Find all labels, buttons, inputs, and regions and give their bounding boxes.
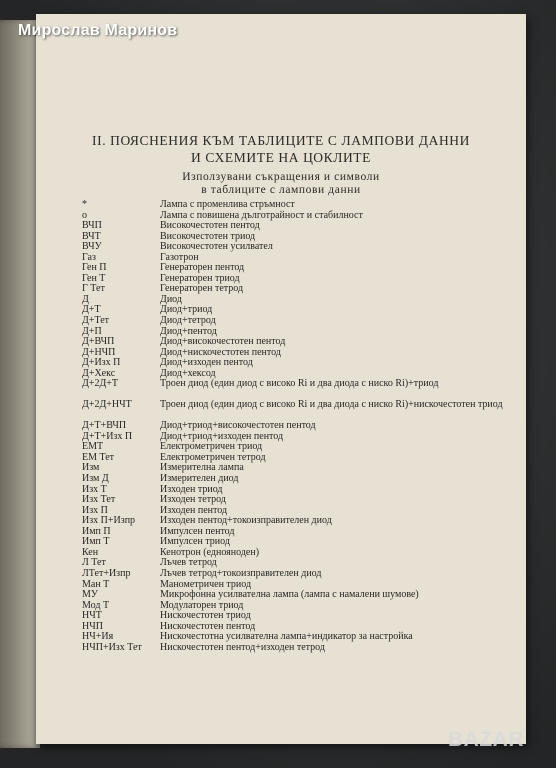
list-item <box>82 485 512 496</box>
abbreviation: Д+Т <box>82 304 101 316</box>
section-title-line-1: II. ПОЯСНЕНИЯ КЪМ ТАБЛИЦИТЕ С ЛАМПОВИ ДАННИ <box>92 133 470 148</box>
list-item <box>82 590 512 601</box>
list-item <box>82 421 512 432</box>
abbreviation-meaning: Манометричен триод <box>160 578 252 590</box>
list-item <box>82 537 512 548</box>
list-item <box>82 601 512 612</box>
abbreviation-meaning: Измерителен диод <box>160 473 239 485</box>
list-item <box>82 400 512 421</box>
abbreviation-meaning: Изходен тетрод <box>160 494 226 506</box>
abbreviation: о <box>82 209 87 221</box>
abbreviation: Газ <box>82 251 96 263</box>
abbreviation-meaning: Газотрон <box>160 251 199 263</box>
abbreviation-meaning: Нискочестотна усилвателна лампа+индикатор за настройка <box>160 631 413 643</box>
abbreviation-meaning: Импулсен пентод <box>160 525 235 537</box>
abbreviation-meaning: Диод+изходен пентод <box>160 357 253 369</box>
seller-watermark: Мирослав Маринов <box>18 22 178 39</box>
abbreviation: НЧ+Ия <box>82 631 114 643</box>
abbreviation: Д+Изх П <box>82 357 121 369</box>
abbreviation: Д+НЧП <box>82 346 116 358</box>
abbreviation: ВЧТ <box>82 230 101 242</box>
abbreviation: ЕМ Тет <box>82 451 115 463</box>
abbreviation: ЕМТ <box>82 441 104 453</box>
abbreviation-meaning: Троен диод (един диод с високо Ri и два диода с ниско Ri)+триод <box>160 378 439 390</box>
abbreviation: НЧТ <box>82 610 102 622</box>
list-item <box>82 495 512 506</box>
abbreviation-meaning: Електрометричен триод <box>160 441 263 453</box>
abbreviation: Изх П+Изпр <box>82 515 136 527</box>
list-item <box>82 453 512 464</box>
abbreviation: Д+Тет <box>82 315 109 327</box>
abbreviation-meaning: Измерителна лампа <box>160 462 244 474</box>
abbreviation-meaning: Троен диод (един диод с високо Ri и два диода с ниско Ri)+нискочестотен триод <box>160 399 503 411</box>
abbreviation: Кен <box>82 546 99 558</box>
abbreviation-meaning: Генераторен тетрод <box>160 283 244 295</box>
abbreviation-meaning: Диод+триод+изходен пентод <box>160 430 284 442</box>
abbreviation-meaning: Електрометричен тетрод <box>160 451 266 463</box>
abbreviation-meaning: Високочестотен усилвател <box>160 241 273 253</box>
list-item <box>82 295 512 306</box>
list-item <box>82 643 512 654</box>
list-item <box>82 200 512 211</box>
abbreviation: Д+Т+Изх П <box>82 430 133 442</box>
list-item <box>82 474 512 485</box>
abbreviation: ВЧП <box>82 220 102 232</box>
abbreviation-meaning: Изходен пентод+токоизправителен диод <box>160 515 332 527</box>
list-item <box>82 442 512 453</box>
abbreviation-meaning: Диод+тетрод <box>160 315 216 327</box>
abbreviation: ВЧУ <box>82 241 102 253</box>
abbreviation-meaning: Импулсен триод <box>160 536 230 548</box>
abbreviation: Изм <box>82 462 100 474</box>
abbreviation-meaning: Лампа с повишена дълготрайност и стабилност <box>160 209 363 221</box>
abbreviation-meaning: Модулаторен триод <box>160 599 244 611</box>
abbreviation: Ген П <box>82 262 107 274</box>
abbreviation: * <box>82 199 87 210</box>
list-item <box>82 516 512 527</box>
abbreviation-meaning: Диод <box>160 293 182 305</box>
abbreviation-meaning: Нискочестотен триод <box>160 610 251 622</box>
list-item <box>82 305 512 316</box>
section-title-line-2: И СХЕМИТЕ НА ЦОКЛИТЕ <box>191 150 371 165</box>
abbreviation: Ген Т <box>82 272 106 284</box>
abbreviation: МУ <box>82 589 98 601</box>
abbreviation-meaning: Лампа с променлива стръмност <box>160 199 295 210</box>
list-item <box>82 327 512 338</box>
abbreviation-meaning: Генераторен триод <box>160 272 240 284</box>
list-item <box>82 611 512 622</box>
list-item <box>82 284 512 295</box>
abbreviation: НЧП+Изх Тет <box>82 641 142 653</box>
abbreviation-meaning: Лъчев тетрод <box>160 557 217 569</box>
abbreviation: Изх Т <box>82 483 107 495</box>
abbreviation-meaning: Диод+пентод <box>160 325 217 337</box>
abbreviation: Изх П <box>82 504 108 516</box>
list-item <box>82 232 512 243</box>
list-item <box>82 221 512 232</box>
abbreviation-meaning: Високочестотен пентод <box>160 220 260 232</box>
abbreviation: Д+ВЧП <box>82 336 115 348</box>
abbreviation-meaning: Нискочестотен пентод <box>160 620 256 632</box>
list-item <box>82 379 512 400</box>
abbreviation-meaning: Диод+нискочестотен пентод <box>160 346 281 358</box>
abbreviation: Изх Тет <box>82 494 116 506</box>
list-item <box>82 337 512 348</box>
abbreviation-meaning: Високочестотен триод <box>160 230 256 242</box>
abbreviation: Изм Д <box>82 473 109 485</box>
list-item <box>82 548 512 559</box>
abbreviation: Ман Т <box>82 578 110 590</box>
list-item <box>82 253 512 264</box>
abbreviation-meaning: Микрофонна усилвателна лампа (лампа с намалени шумове) <box>160 589 419 601</box>
abbreviation: Д+2Д+НЧТ <box>82 399 132 411</box>
abbreviation: Имп Т <box>82 536 110 548</box>
abbreviation-meaning: Кенотрон (еднояноден) <box>160 546 260 558</box>
abbreviation-meaning: Диод+високочестотен пентод <box>160 336 286 348</box>
list-item <box>82 527 512 538</box>
list-item <box>82 569 512 580</box>
previous-page-edge <box>0 20 40 748</box>
list-item <box>82 348 512 359</box>
abbreviation-meaning: Диод+триод <box>160 304 213 316</box>
abbreviation: Г Тет <box>82 283 105 295</box>
list-item <box>82 274 512 285</box>
list-item <box>82 432 512 443</box>
abbreviation: Д <box>82 293 89 305</box>
abbreviation: ЛТет+Изпр <box>82 567 131 579</box>
abbreviation-meaning: Генераторен пентод <box>160 262 245 274</box>
list-item <box>82 463 512 474</box>
list-item <box>82 263 512 274</box>
list-item <box>82 211 512 222</box>
subtitle-line-2: в таблиците с лампови данни <box>201 184 361 196</box>
abbreviation: НЧП <box>82 620 103 632</box>
list-item <box>82 316 512 327</box>
abbreviation-meaning: Изходен триод <box>160 483 223 495</box>
abbreviation: Д+Хекс <box>82 367 116 379</box>
abbreviation: Д+Т+ВЧП <box>82 420 127 432</box>
abbreviation: Мод Т <box>82 599 110 611</box>
abbreviation-meaning: Диод+триод+високочестотен пентод <box>160 420 316 432</box>
list-item <box>82 358 512 369</box>
abbreviation: Л Тет <box>82 557 106 569</box>
abbreviation-list <box>82 200 512 653</box>
abbreviation-meaning: Диод+хексод <box>160 367 216 379</box>
abbreviation: Д+П <box>82 325 102 337</box>
abbreviation-meaning: Нискочестотен пентод+изходен тетрод <box>160 641 325 653</box>
abbreviation-meaning: Изходен пентод <box>160 504 228 516</box>
list-item <box>82 242 512 253</box>
bazar-logo: BAZAR <box>448 728 524 751</box>
abbreviation: Д+2Д+Т <box>82 378 119 390</box>
abbreviation-meaning: Лъчев тетрод+токоизправителен диод <box>160 567 322 579</box>
subtitle-line-1: Използувани съкращения и символи <box>182 171 380 183</box>
abbreviation: Имп П <box>82 525 111 537</box>
